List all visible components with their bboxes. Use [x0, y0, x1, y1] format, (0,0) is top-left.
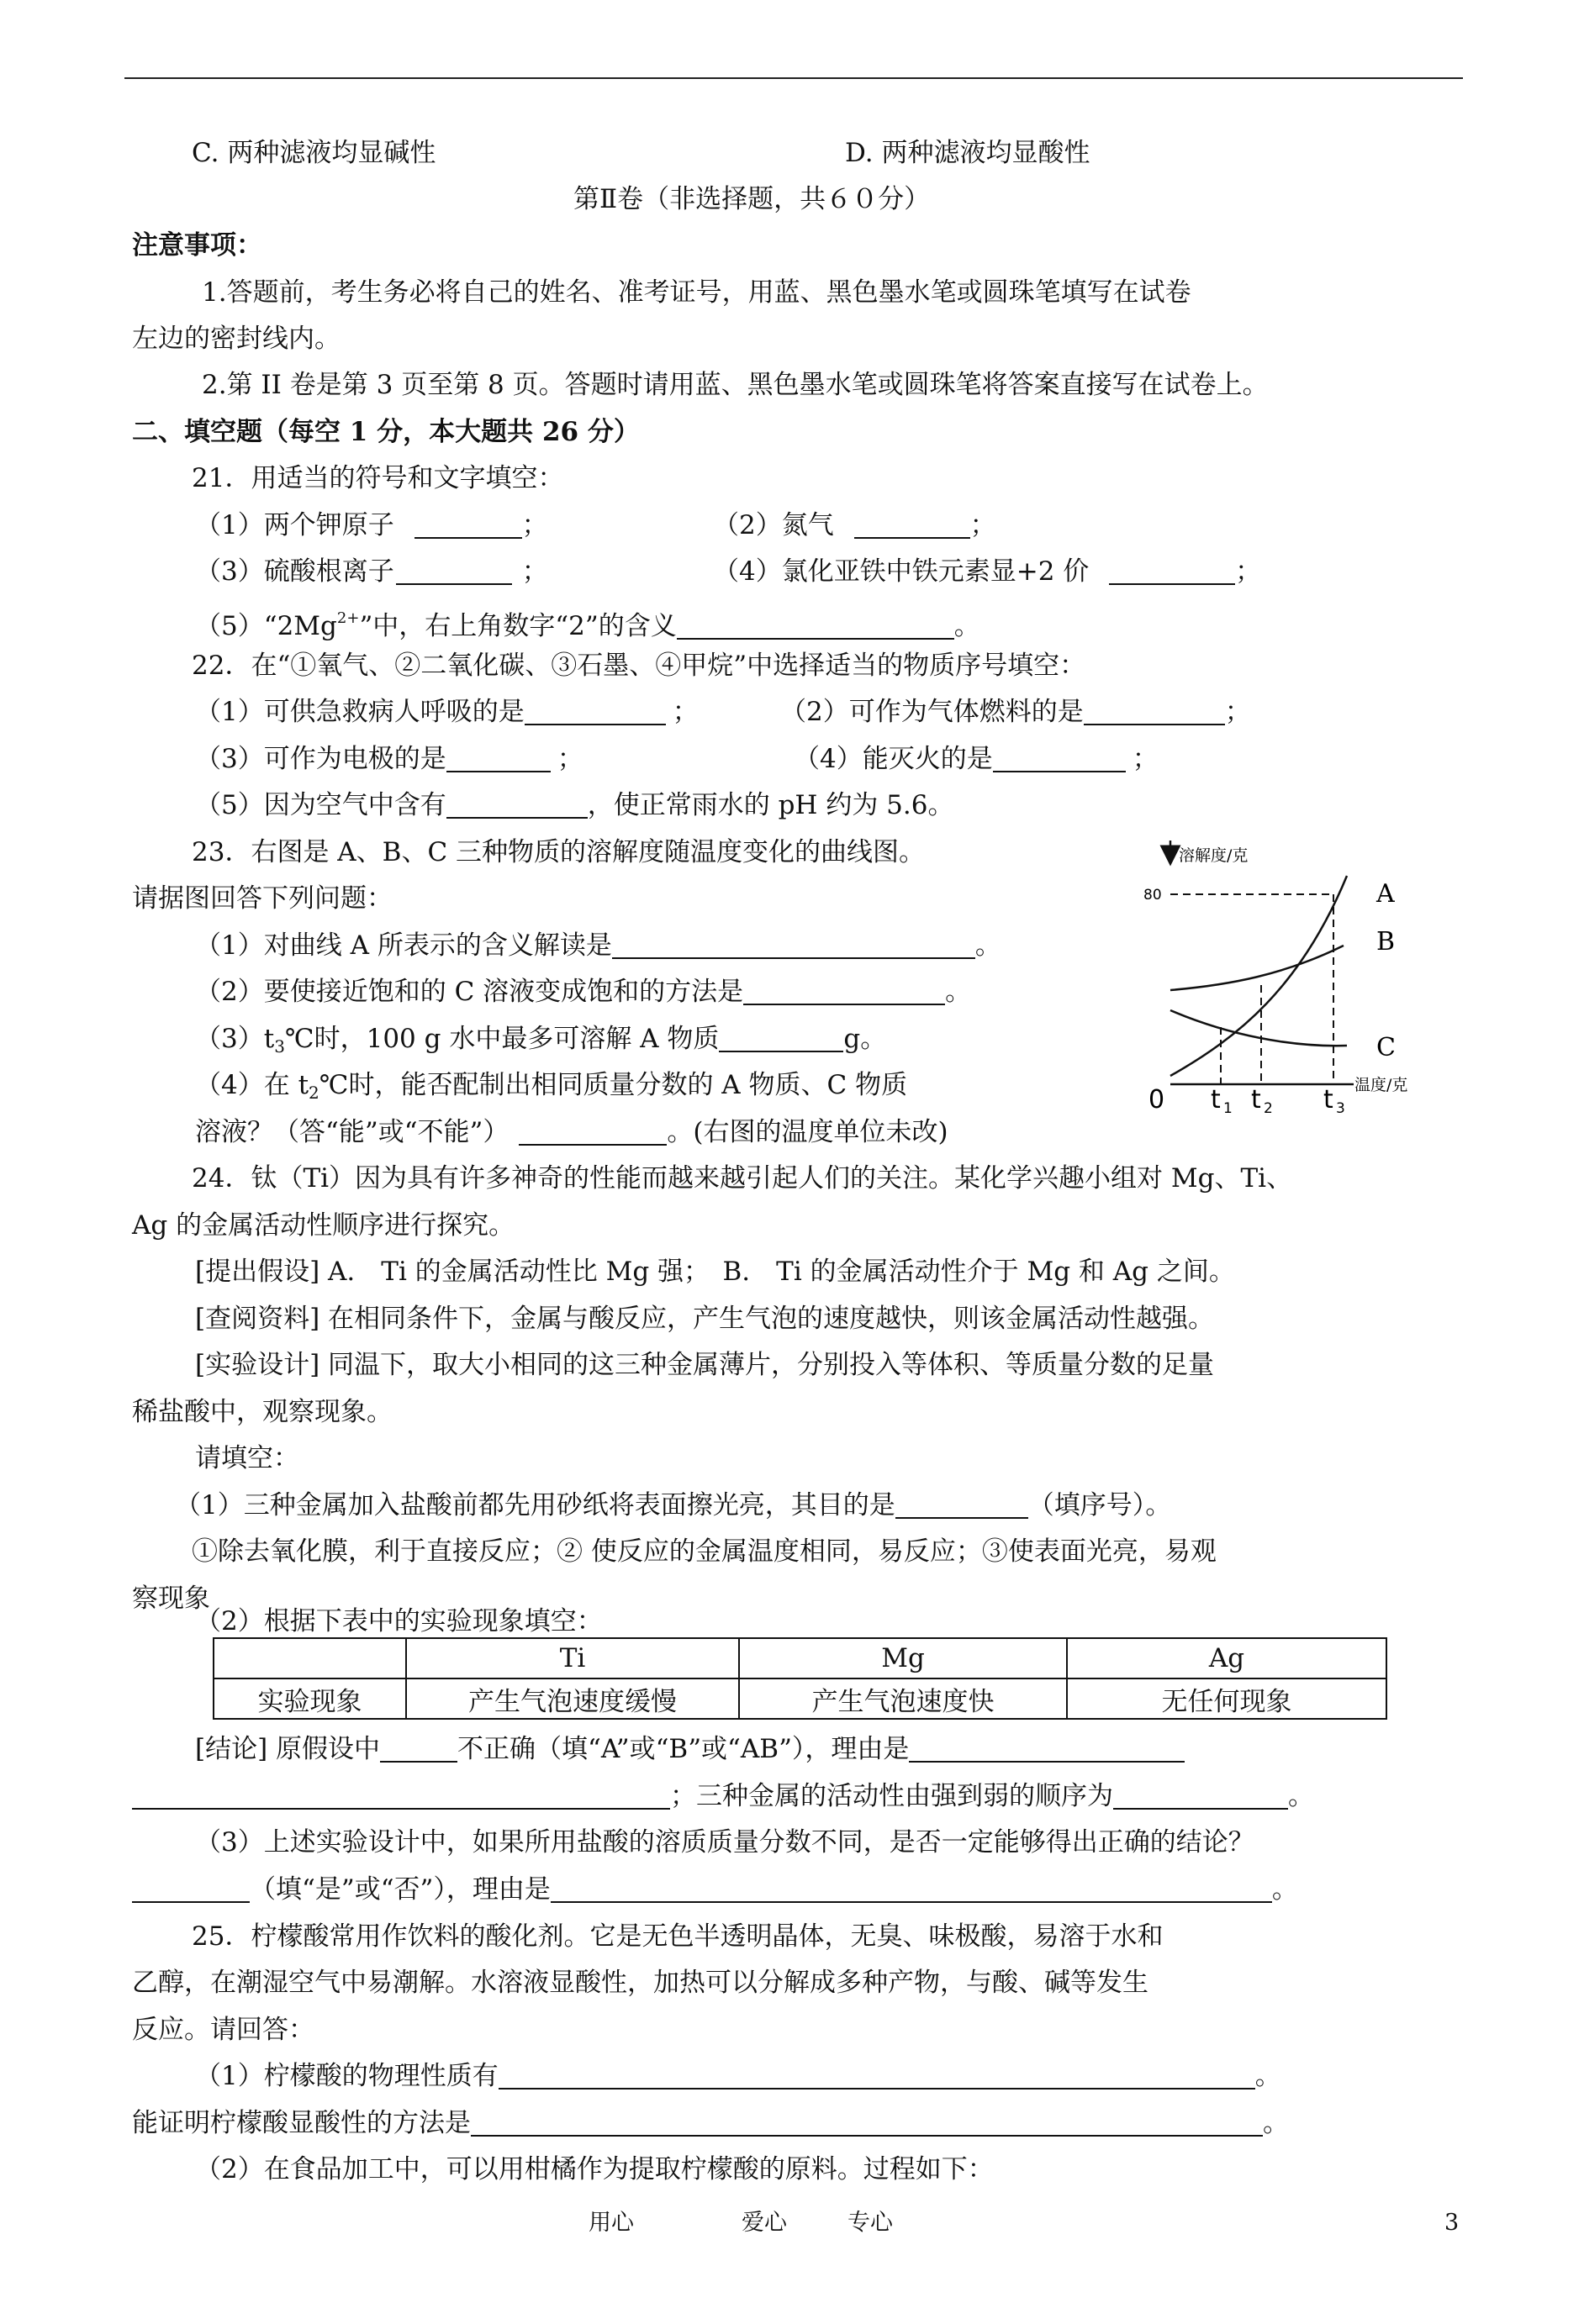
answer-blank[interactable]: [396, 558, 512, 585]
q23-part3: [195, 1022, 886, 1063]
q25-part2: （2）在食品加工中，可以用柑橘作为提取柠檬酸的原料。过程如下：: [195, 2154, 994, 2184]
q25-p1-text: （1）柠檬酸的物理性质有: [195, 2061, 499, 2091]
q22-semi: ；: [557, 744, 583, 774]
q23-p3-text-c: g。: [843, 1024, 887, 1054]
table-cell: 产生气泡速度快: [739, 1678, 1067, 1719]
table-cell: 产生气泡速度缓慢: [406, 1678, 739, 1719]
q24-options-a: ①除去氧化膜，利于直接反应；② 使反应的金属温度相同，易反应；③使表面光亮，易观: [192, 1536, 1217, 1567]
q24-p1-text-a: （1）三种金属加入盐酸前都先用砂纸将表面擦光亮，其目的是: [175, 1490, 895, 1520]
q25-stem-b: 乙醇，在潮湿空气中易潮解。水溶液显酸性，加热可以分解成多种产物，与酸、碱等发生: [132, 1968, 1148, 1998]
answer-blank[interactable]: [519, 1119, 667, 1146]
q21-part2: [713, 509, 996, 542]
q22-p5-text-a: （5）因为空气中含有: [195, 790, 446, 820]
footer-slogan-3: 专心: [847, 2210, 893, 2236]
svg-text:t: t: [1211, 1085, 1221, 1115]
answer-blank[interactable]: [1109, 558, 1235, 585]
q23-p4-text-d: 。(右图的温度单位未改): [667, 1117, 948, 1147]
note-1a: 1.答题前，考生务必将自己的姓名、准考证号，用蓝、黑色墨水笔或圆珠笔填写在试卷: [202, 277, 1191, 308]
answer-blank[interactable]: [612, 932, 975, 959]
q25-stem-c: 反应。请回答：: [132, 2015, 314, 2045]
q24-stem-a: 24．钛（Ti）因为具有许多神奇的性能而越来越引起人们的关注。某化学兴趣小组对 Mg、Ti、: [192, 1163, 1293, 1194]
table-row: [214, 1678, 1386, 1719]
q24-design-a: [实验设计] 同温下，取大小相同的这三种金属薄片，分别投入等体积、等质量分数的足量: [195, 1350, 1215, 1380]
q22-semi: ；: [1132, 744, 1159, 774]
part2-title: 第Ⅱ卷（非选择题，共６０分）: [573, 184, 931, 214]
table-header-cell: Ti: [406, 1638, 739, 1678]
table-header-cell: Mg: [739, 1638, 1067, 1678]
q21-part5: [195, 602, 980, 643]
q21-p5-superscript: 2+: [336, 609, 360, 627]
q23-p3-subscript: 3: [274, 1036, 285, 1057]
q21-p5-text-b: ”中，右上角数字“2”的含义: [359, 611, 677, 641]
x-tick-t3: [1323, 1085, 1345, 1117]
svg-text:3: 3: [1336, 1100, 1345, 1117]
q24-conclusion-cont: [132, 1779, 1314, 1813]
q25-stem-a: 25．柠檬酸常用作饮料的酸化剂。它是无色半透明晶体，无臭、味极酸，易溶于水和: [192, 1921, 1164, 1952]
origin-label: 0: [1148, 1085, 1165, 1115]
note-1b: 左边的密封线内。: [132, 324, 341, 354]
curve-b: [1170, 946, 1344, 990]
q23-p3-text-a: （3）t: [195, 1024, 275, 1054]
q24-concl-text-b: 不正确（填“A”或“B”或“AB”），理由是: [457, 1734, 910, 1764]
q22-part2: [780, 695, 1251, 729]
answer-blank[interactable]: [551, 1876, 1272, 1903]
q25-p1-end: 。: [1254, 2061, 1281, 2091]
q25-part1b: [132, 2106, 1289, 2140]
q21-part4: [713, 555, 1261, 588]
curve-label-c: C: [1376, 1033, 1396, 1062]
table-header-row: [214, 1638, 1386, 1678]
q24-p1-text-b: （填序号）。: [1027, 1490, 1172, 1520]
q24-concl-text-d: 。: [1288, 1781, 1314, 1811]
answer-blank[interactable]: [719, 1025, 843, 1052]
y-tick-80: 80: [1143, 887, 1162, 904]
section-heading: 二、填空题（每空 1 分，本大题共 26 分）: [132, 417, 640, 447]
q21-p1-text: （1）两个钾原子: [195, 510, 394, 540]
q24-concl-text-c: ；三种金属的活动性由强到弱的顺序为: [670, 1781, 1113, 1811]
answer-blank[interactable]: [132, 1783, 670, 1810]
answer-blank[interactable]: [499, 2063, 1255, 2089]
notes-heading: 注意事项：: [132, 230, 262, 261]
footer-slogan-2: 爱心: [742, 2210, 787, 2236]
q24-part2: （2）根据下表中的实验现象填空：: [195, 1606, 603, 1636]
x-tick-t1: [1211, 1085, 1233, 1117]
q22-semi: ；: [672, 697, 699, 727]
table-cell: 实验现象: [214, 1678, 406, 1719]
q22-p4-text: （4）能灭火的是: [794, 744, 993, 774]
q22-part3: [195, 742, 583, 776]
q23-period: 。: [945, 977, 972, 1007]
q23-part4-cont: [195, 1115, 948, 1149]
q21-semi: ；: [1235, 556, 1262, 587]
page-number: 3: [1444, 2210, 1460, 2236]
q22-part4: [794, 742, 1159, 776]
q24-concl-text-a: [结论] 原假设中: [195, 1734, 381, 1764]
q23-part2: [195, 975, 971, 1009]
footer-slogan-1: 用心: [589, 2210, 634, 2236]
answer-blank[interactable]: [132, 1876, 250, 1903]
answer-blank[interactable]: [1084, 698, 1225, 725]
q24-part3: （3）上述实验设计中，如果所用盐酸的溶质质量分数不同，是否一定能够得出正确的结论？: [195, 1827, 1254, 1858]
q21-part3: [195, 555, 548, 588]
q23-p4-text-b: ℃时，能否配制出相同质量分数的 A 物质、C 物质: [319, 1070, 908, 1100]
answer-blank[interactable]: [677, 613, 954, 640]
answer-blank[interactable]: [1113, 1783, 1288, 1810]
q23-part1: [195, 929, 1001, 962]
svg-text:1: 1: [1223, 1100, 1233, 1117]
table-cell: 无任何现象: [1067, 1678, 1386, 1719]
q24-part1: [175, 1489, 1171, 1522]
curve-label-a: A: [1376, 879, 1395, 909]
q21-period: 。: [953, 611, 980, 641]
x-axis-label: 温度/克: [1354, 1076, 1408, 1094]
y-axis-label: 溶解度/克: [1179, 846, 1249, 865]
q21-part1: [195, 509, 548, 542]
x-tick-t2: [1251, 1085, 1273, 1117]
q21-semi: ；: [521, 556, 548, 587]
q24-part3-cont: [132, 1873, 1298, 1906]
q24-hypothesis: [提出假设] A. Ti 的金属活动性比 Mg 强； B. Ti 的金属活动性介于 Mg 和 Ag 之间。: [195, 1257, 1235, 1287]
q22-stem: 22．在“①氧气、②二氧化碳、③石墨、④甲烷”中选择适当的物质序号填空：: [192, 651, 1086, 681]
note-2: 2.第 II 卷是第 3 页至第 8 页。答题时请用蓝、黑色墨水笔或圆珠笔将答案直接写在试卷上。: [202, 370, 1269, 400]
svg-text:t: t: [1251, 1085, 1261, 1115]
q22-part1: [195, 695, 699, 729]
q22-semi: ；: [1224, 697, 1251, 727]
q21-stem: 21．用适当的符号和文字填空：: [192, 463, 564, 493]
answer-blank[interactable]: [854, 512, 970, 539]
q24-stem-b: Ag 的金属活动性顺序进行探究。: [132, 1210, 515, 1241]
q21-p2-text: （2）氮气: [713, 510, 834, 540]
answer-blank[interactable]: [414, 512, 522, 539]
q23-p2-text: （2）要使接近饱和的 C 溶液变成饱和的方法是: [195, 977, 744, 1007]
q21-semi: ；: [969, 510, 996, 540]
q22-p2-text: （2）可作为气体燃料的是: [780, 697, 1084, 727]
q23-stem2: 请据图回答下列问题：: [132, 883, 393, 914]
q24-conclusion: [195, 1732, 1185, 1766]
q24-options-b: 察现象: [132, 1584, 210, 1614]
q24-p3-text-c: 。: [1271, 1874, 1298, 1905]
q21-semi: ；: [521, 510, 548, 540]
q21-p3-text: （3）硫酸根离子: [195, 556, 394, 587]
answer-blank[interactable]: [895, 1492, 1028, 1519]
table-header-cell: Ag: [1067, 1638, 1386, 1678]
q24-p3-text-b: （填“是”或“否”），理由是: [250, 1874, 551, 1905]
q25-part1: [195, 2059, 1281, 2093]
q23-p4-subscript: 2: [309, 1083, 319, 1103]
observation-table: [213, 1637, 1387, 1720]
answer-blank[interactable]: [525, 698, 666, 725]
header-rule: [124, 77, 1463, 79]
curve-label-b: B: [1376, 927, 1396, 956]
answer-blank[interactable]: [743, 978, 945, 1005]
q22-p3-text: （3）可作为电极的是: [195, 744, 446, 774]
q23-period: 。: [974, 930, 1001, 961]
q23-p4-text-a: （4）在 t: [195, 1070, 309, 1100]
q23-stem: 23．右图是 A、B、C 三种物质的溶解度随温度变化的曲线图。: [192, 837, 926, 867]
svg-text:t: t: [1323, 1085, 1333, 1115]
answer-blank[interactable]: [993, 746, 1126, 772]
q23-p4-text-c: 溶液？（答“能”或“不能”）: [195, 1117, 510, 1147]
option-d: D. 两种滤液均显酸性: [845, 138, 1090, 168]
answer-blank[interactable]: [909, 1736, 1185, 1763]
option-c: C. 两种滤液均显碱性: [192, 138, 436, 168]
q21-p5-text-a: （5）“2Mg: [195, 611, 337, 641]
answer-blank[interactable]: [446, 792, 588, 819]
answer-blank[interactable]: [471, 2110, 1263, 2137]
answer-blank[interactable]: [446, 746, 551, 772]
q23-p1-text: （1）对曲线 A 所表示的含义解读是: [195, 930, 612, 961]
q22-p5-text-b: ，使正常雨水的 pH 约为 5.6。: [587, 790, 954, 820]
q25-p1b-end: 。: [1263, 2108, 1289, 2138]
curve-c: [1170, 1010, 1347, 1046]
q22-part5: [195, 788, 953, 822]
svg-text:2: 2: [1264, 1100, 1273, 1117]
q24-reference: [查阅资料] 在相同条件下，金属与酸反应，产生气泡的速度越快，则该金属活动性越强。: [195, 1304, 1215, 1334]
q25-p1b-text: 能证明柠檬酸显酸性的方法是: [132, 2108, 471, 2138]
solubility-chart: [1137, 841, 1439, 1118]
q24-fill-prompt: 请填空：: [195, 1443, 299, 1473]
q22-p1-text: （1）可供急救病人呼吸的是: [195, 697, 525, 727]
q23-p3-text-b: ℃时，100 g 水中最多可溶解 A 物质: [284, 1024, 720, 1054]
q24-design-b: 稀盐酸中，观察现象。: [132, 1397, 393, 1427]
q23-part4: [195, 1068, 907, 1109]
answer-blank[interactable]: [380, 1736, 457, 1763]
table-header-cell: [214, 1638, 406, 1678]
q21-p4-text: （4）氯化亚铁中铁元素显+2 价: [713, 556, 1090, 587]
